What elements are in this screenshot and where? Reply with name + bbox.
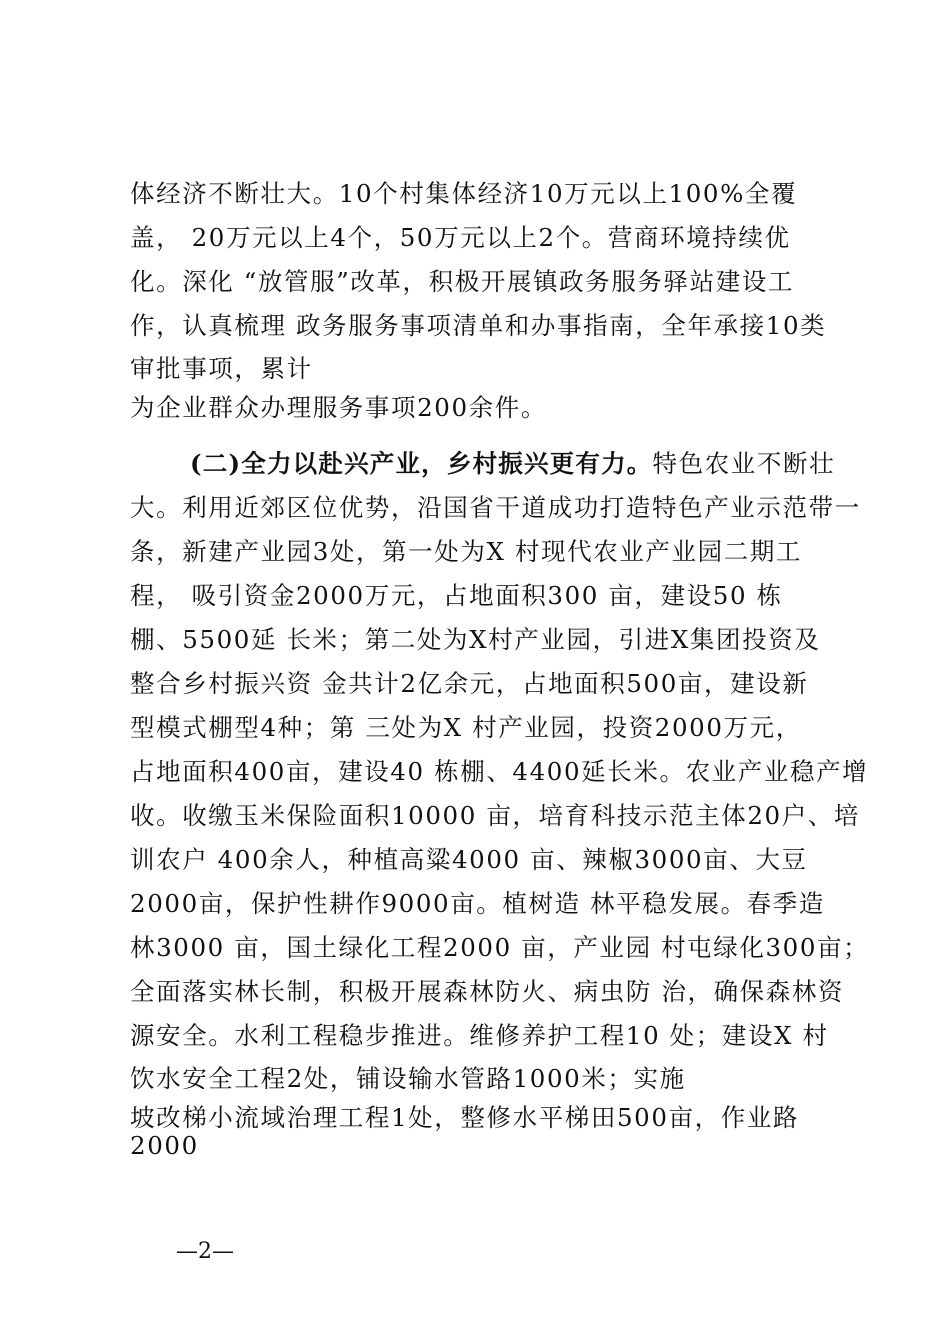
paragraph1-line-4: 作，认真梳理 政务服务事项清单和办事指南，全年承接10类 <box>130 311 827 340</box>
section2-line-5: 整合乡村振兴资 金共计2亿余元，占地面积500亩，建设新 <box>130 669 809 698</box>
section2-line-15: 坡改梯小流域治理工程1处，整修水平梯田500亩，作业路 <box>130 1103 800 1132</box>
paragraph1-line-5: 审批事项，累计 <box>130 354 313 383</box>
section2-line-4: 棚、5500延 长米；第二处为X村产业园，引进X集团投资及 <box>130 625 821 654</box>
paragraph1-line-1: 体经济不断壮大。10个村集体经济10万元以上100%全覆 <box>130 179 798 208</box>
section2-line-9: 训农户 400余人，种植高粱4000 亩、辣椒3000亩、大豆 <box>130 845 808 874</box>
section2-line-16: 2000 <box>130 1131 199 1160</box>
paragraph1-line-3: 化。深化 “放管服”改革，积极开展镇政务服务驿站建设工 <box>130 267 795 296</box>
section2-line-6: 型模式棚型4种；第 三处为X 村产业园，投资2000万元， <box>130 713 802 742</box>
page-number: —2— <box>176 1239 234 1264</box>
section2-line-1: 大。利用近郊区位优势，沿国省干道成功打造特色产业示范带一 <box>130 493 861 522</box>
section2-line-11: 林3000 亩，国土绿化工程2000 亩，产业园 村屯绿化300亩； <box>130 933 870 962</box>
section2-line-8: 收。收缴玉米保险面积10000 亩，培育科技示范主体20户、培 <box>130 801 860 830</box>
section2-line-13: 源安全。水利工程稳步推进。维修养护工程10 处；建设X 村 <box>130 1021 829 1050</box>
paragraph1-line-6: 为企业群众办理服务事项200余件。 <box>130 393 547 422</box>
section2-line-14: 饮水安全工程2处，铺设输水管路1000米；实施 <box>130 1064 686 1093</box>
paragraph1-line-2: 盖， 20万元以上4个，50万元以上2个。营商环境持续优 <box>130 223 791 252</box>
section2-first-line <box>190 448 840 480</box>
section2-line-10: 2000亩，保护性耕作9000亩。植树造 林平稳发展。春季造 <box>130 889 825 918</box>
section2-heading: (二)全力以赴兴产业，乡村振兴更有力。 <box>190 449 653 478</box>
section2-line-2: 条，新建产业园3处，第一处为X 村现代农业产业园二期工 <box>130 537 803 566</box>
section2-line-12: 全面落实林长制，积极开展森林防火、病虫防 治，确保森林资 <box>130 977 845 1006</box>
section2-line-3: 程， 吸引资金2000万元，占地面积300 亩，建设50 栋 <box>130 581 783 610</box>
section2-line-7: 占地面积400亩，建设40 栋棚、4400延长米。农业产业稳产增 <box>130 757 869 786</box>
section2-first-line-tail: 特色农业不断壮 <box>652 449 836 478</box>
